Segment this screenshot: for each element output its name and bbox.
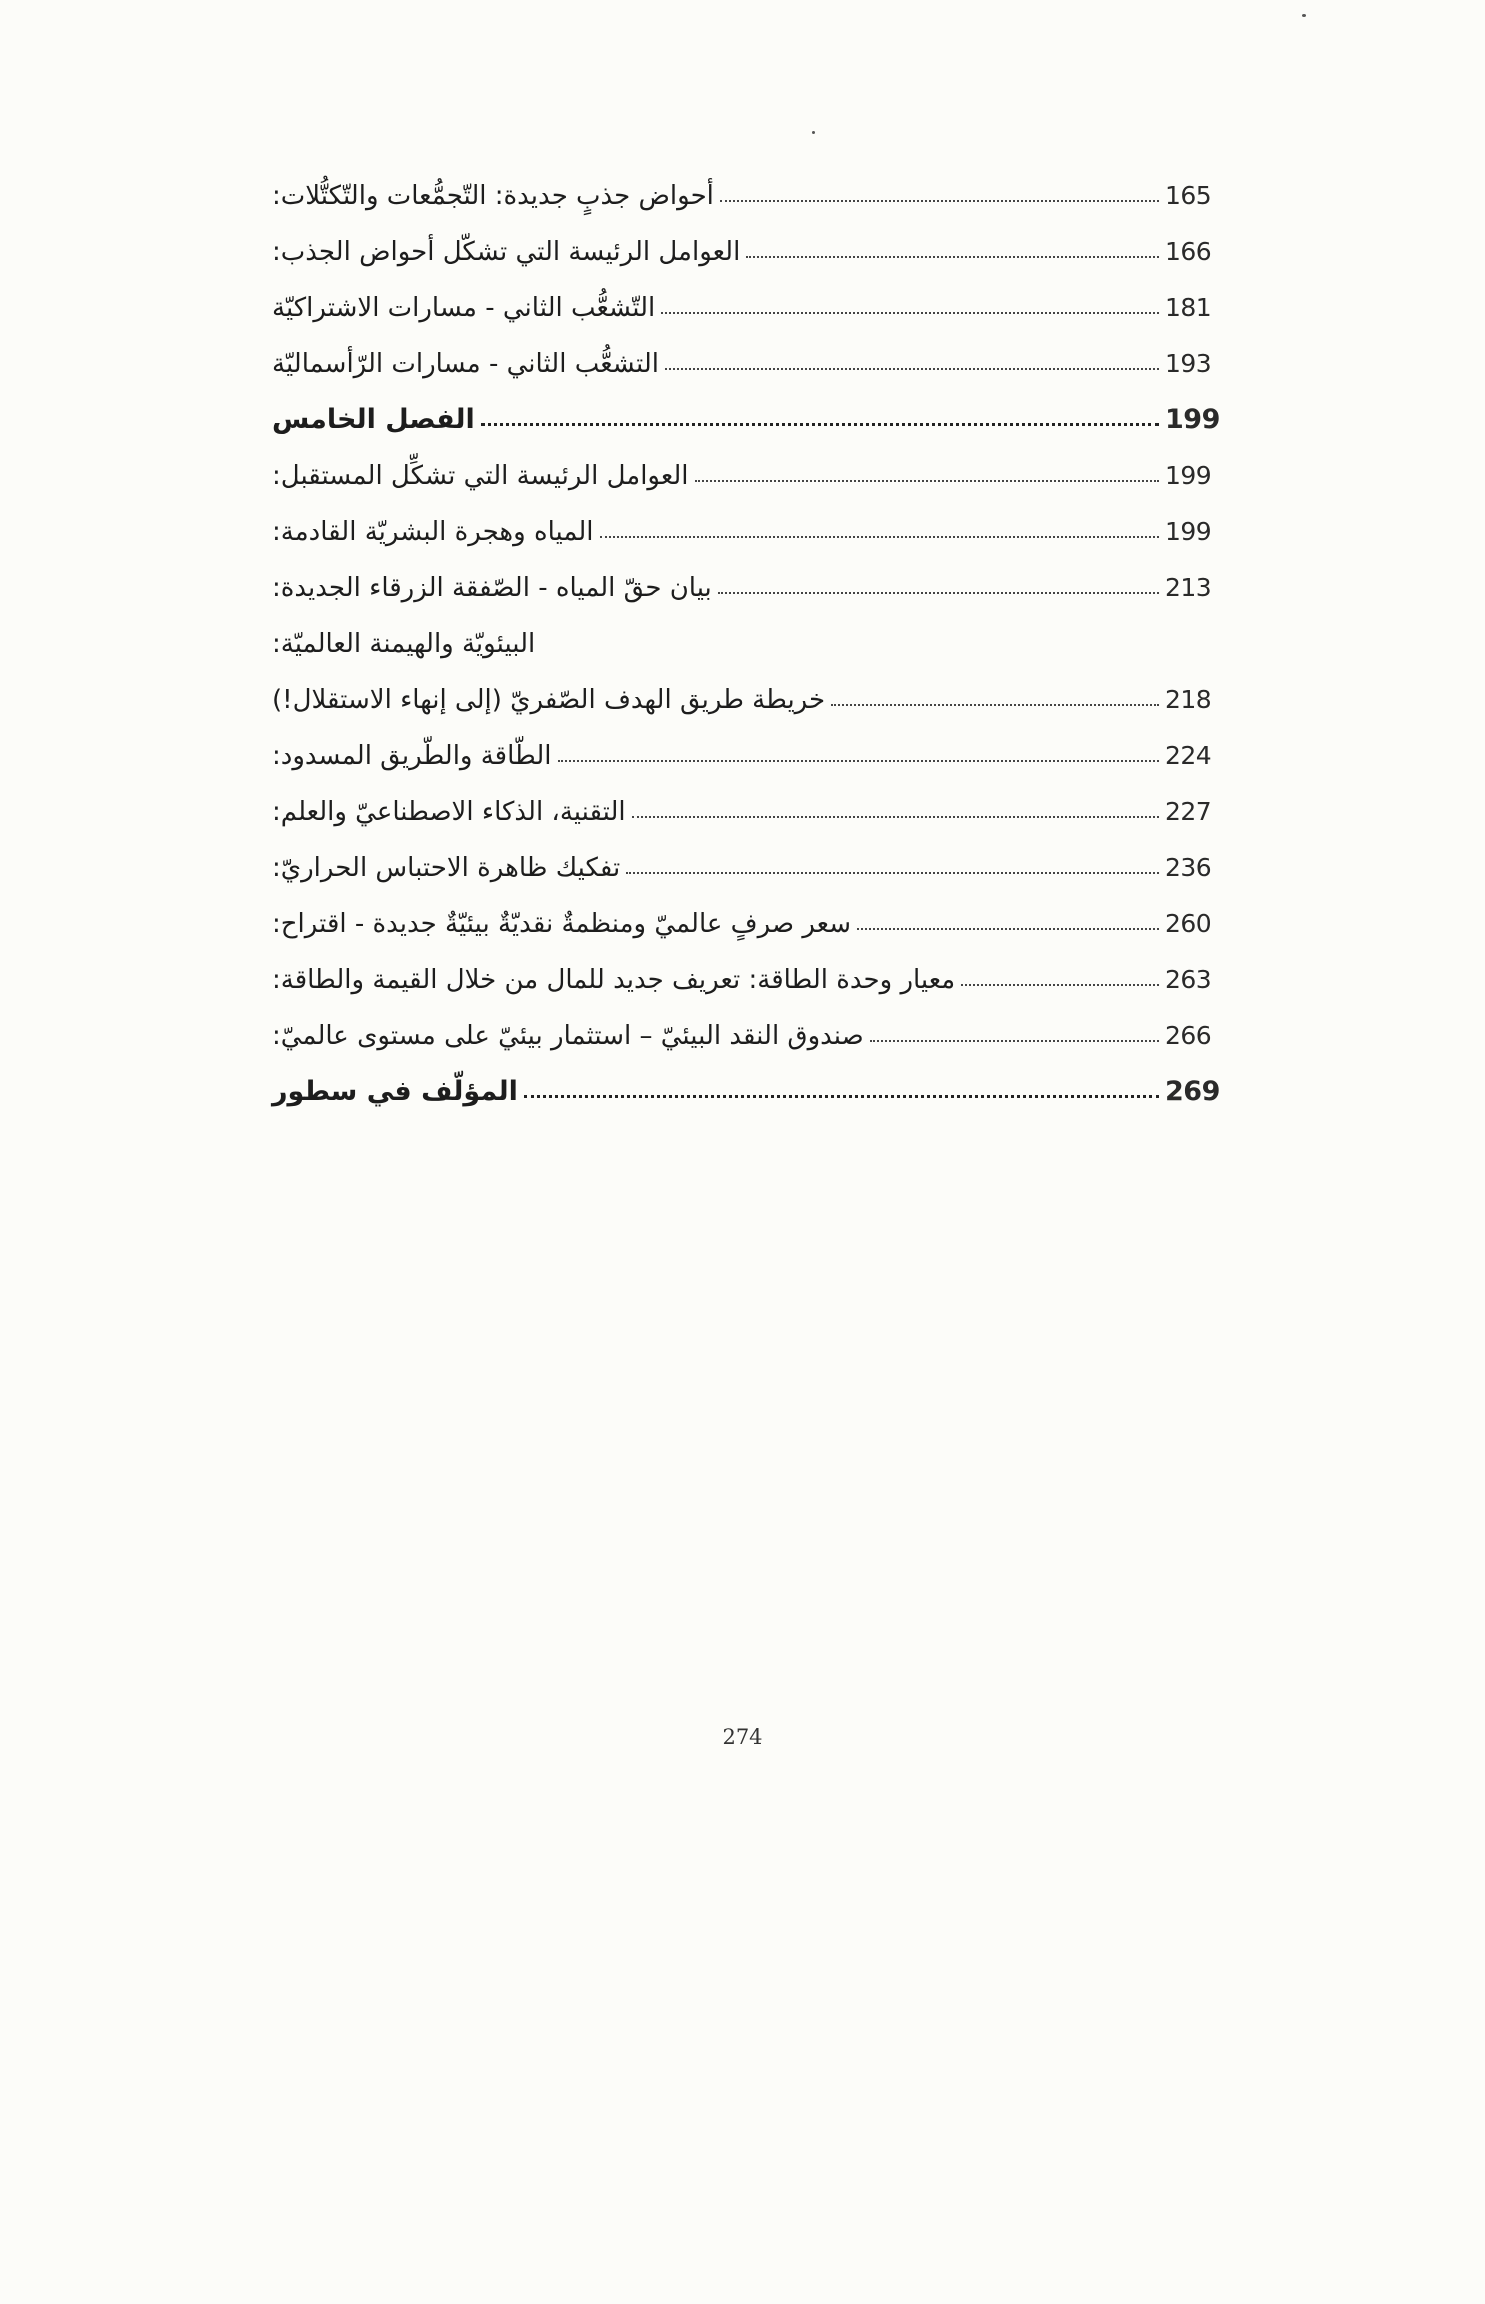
toc-entry-row (270, 832, 1225, 888)
toc-entry-row (270, 272, 1225, 328)
toc-entry-page-number: 165 (1165, 181, 1212, 210)
toc-entry-page-number: 199 (1165, 517, 1212, 546)
toc-entry-title: بيان حقّ المياه - الصّفقة الزرقاء الجديدة: (272, 573, 712, 603)
toc-entry-title: البيئويّة والهيمنة العالميّة: (272, 629, 536, 659)
toc-entry-row (270, 664, 1225, 720)
toc-entry-title: المياه وهجرة البشريّة القادمة: (272, 517, 594, 547)
toc-entry-page-number: 227 (1165, 797, 1212, 826)
toc-entry-page-number: 213 (1165, 573, 1212, 602)
toc-entry-row (270, 720, 1225, 776)
toc-entry-row (270, 944, 1225, 1000)
toc-entry-title: الفصل الخامس (272, 404, 475, 435)
toc-entry-row (270, 496, 1225, 552)
toc-entry-page-number: 199 (1165, 461, 1212, 490)
dot-leader (632, 816, 1159, 818)
dot-leader (870, 1040, 1159, 1042)
toc-entry-title: التشعُّب الثاني - مسارات الرّأسماليّة (272, 349, 659, 379)
toc-entry-page-number: 236 (1165, 853, 1212, 882)
toc-entry-page-number: 260 (1165, 909, 1212, 938)
toc-entry-title: سعر صرفٍ عالميّ ومنظمةٌ نقديّةٌ بيئيّةٌ جديدة - اقتراح: (272, 909, 851, 939)
ink-speck (812, 131, 815, 134)
toc-entry-title: خريطة طريق الهدف الصّفريّ (إلى إنهاء الاستقلال!) (272, 685, 826, 715)
toc-chapter-row (270, 384, 1225, 440)
toc-entry-row (270, 888, 1225, 944)
dot-leader (661, 312, 1159, 314)
toc-entry-row (270, 440, 1225, 496)
toc-entry-row (270, 1000, 1225, 1056)
toc-entry-title: المؤلّف في سطور (272, 1076, 518, 1107)
toc-entry-row (270, 328, 1225, 384)
dot-leader (524, 1095, 1159, 1098)
dot-leader (481, 423, 1159, 426)
dot-leader (746, 256, 1159, 258)
dot-leader (665, 368, 1159, 370)
toc-entry-page-number: 218 (1165, 685, 1212, 714)
toc-entry-page-number: 224 (1165, 741, 1212, 770)
dot-leader (626, 872, 1159, 874)
toc-entry-page-number: 263 (1165, 965, 1212, 994)
toc-entry-title: صندوق النقد البيئيّ – استثمار بيئيّ على مستوى عالميّ: (272, 1021, 864, 1051)
toc-entry-row (270, 160, 1225, 216)
toc-entry-page-number: 199 (1165, 404, 1220, 435)
toc-entry-title: العوامل الرئيسة التي تشكّل أحواض الجذب: (272, 237, 741, 267)
toc-entry-title: أحواض جذبٍ جديدة: التّجمُّعات والتّكتُّلات: (272, 181, 714, 211)
toc-entry-title: معيار وحدة الطاقة: تعريف جديد للمال من خلال القيمة والطاقة: (272, 965, 956, 995)
table-of-contents (270, 160, 1225, 1112)
toc-entry-page-number: 181 (1165, 293, 1212, 322)
toc-entry-page-number: 166 (1165, 237, 1212, 266)
toc-entry-title: الطّاقة والطّريق المسدود: (272, 741, 552, 771)
toc-entry-page-number: 193 (1165, 349, 1212, 378)
toc-entry-title: التّشعُّب الثاني - مسارات الاشتراكيّة (272, 293, 656, 323)
ink-speck (1302, 14, 1306, 17)
dot-leader (720, 200, 1159, 202)
dot-leader (558, 760, 1160, 762)
page-number: 274 (722, 1725, 763, 1749)
toc-entry-title: العوامل الرئيسة التي تشكِّل المستقبل: (272, 461, 689, 491)
dot-leader (831, 704, 1159, 706)
dot-leader (695, 480, 1159, 482)
dot-leader (857, 928, 1159, 930)
toc-entry-row (270, 776, 1225, 832)
dot-leader (961, 984, 1159, 986)
toc-entry-title: التقنية، الذكاء الاصطناعيّ والعلم: (272, 797, 626, 827)
toc-chapter-row (270, 1056, 1225, 1112)
dot-leader (600, 536, 1159, 538)
toc-entry-title: تفكيك ظاهرة الاحتباس الحراريّ: (272, 853, 621, 883)
toc-entry-row (270, 552, 1225, 608)
toc-entry-row (270, 216, 1225, 272)
dot-leader (718, 592, 1159, 594)
toc-entry-page-number: 266 (1165, 1021, 1212, 1050)
toc-section-heading (270, 608, 1225, 664)
toc-entry-page-number: 269 (1165, 1076, 1220, 1107)
